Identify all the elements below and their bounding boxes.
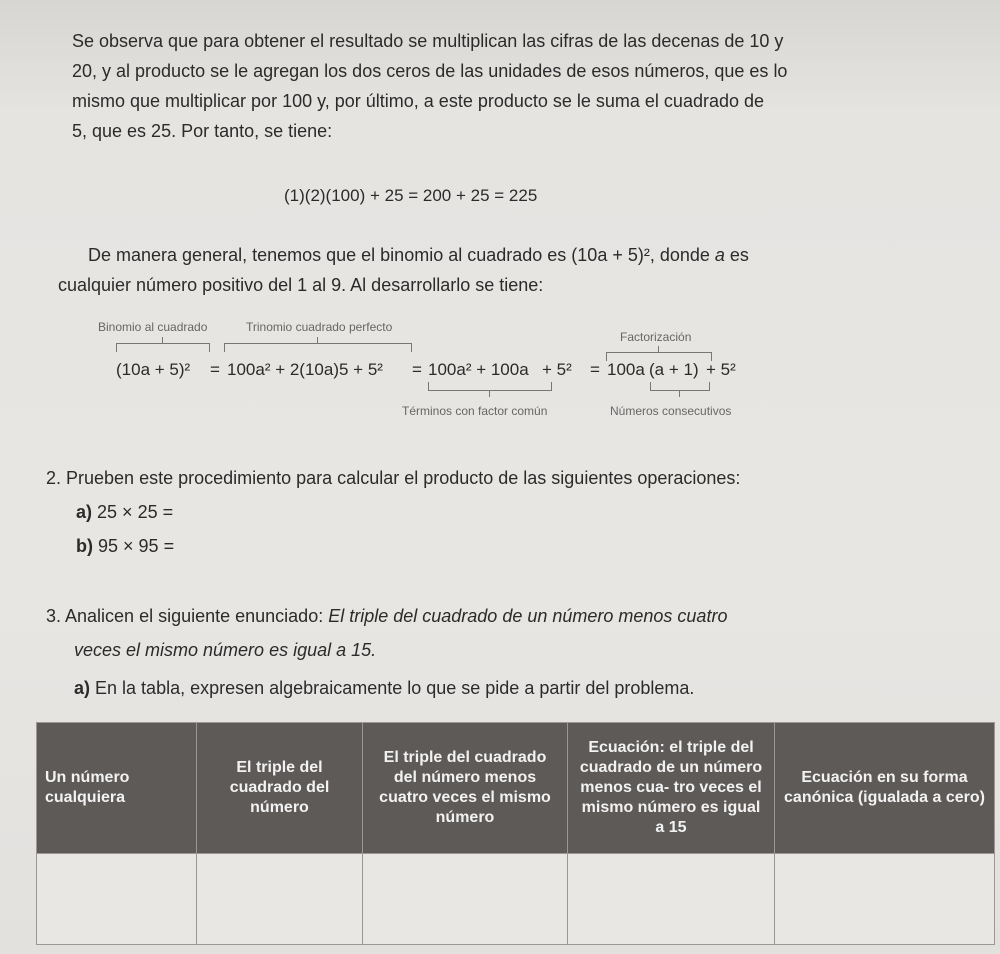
label-numeros: Números consecutivos [610, 404, 732, 418]
brace-tick [489, 391, 490, 397]
diagram-part-4b: (a + 1) [649, 360, 699, 379]
diagram-equals: = [412, 360, 422, 379]
answer-cell[interactable] [775, 854, 995, 945]
diagram-equals: = [210, 360, 220, 379]
label-terminos: Términos con factor común [402, 404, 548, 418]
diagram-part-1: (10a + 5)² [116, 360, 191, 379]
item-label: b) [76, 536, 93, 556]
expression: 95 × 95 = [98, 536, 175, 556]
variable-a: a [714, 245, 725, 265]
header-ecuacion: Ecuación: el triple del cuadrado de un número menos cua- tro veces el mismo número es igual a 15 [568, 723, 775, 854]
question-3-text: 3. Analicen el siguiente enunciado: [46, 606, 329, 626]
general-text-a: De manera general, tenemos que el binomio al cuadrado es [88, 245, 572, 265]
diagram-equals: = [590, 360, 600, 379]
general-text-c: es [724, 245, 749, 265]
general-line-1 [70, 240, 830, 270]
answer-cell[interactable] [568, 854, 775, 945]
diagram-part-4c: + 5² [706, 360, 736, 379]
brace-binomio [116, 343, 210, 352]
label-binomio: Binomio al cuadrado [98, 320, 208, 334]
binomial-expression: (10a + 5)² [571, 245, 650, 265]
answer-table [36, 722, 995, 945]
diagram-part-2: 100a² + 2(10a)5 + 5² [227, 360, 383, 379]
answer-cell[interactable] [37, 854, 197, 945]
intro-line: 5, que es 25. Por tanto, se tiene: [72, 121, 333, 141]
brace-terminos [428, 382, 552, 391]
question-3-statement-line-2: veces el mismo número es igual a 15. [74, 640, 377, 660]
equation-example: (1)(2)(100) + 25 = 200 + 25 = 225 [284, 186, 538, 205]
header-numero: Un número cualquiera [37, 723, 197, 854]
question-2: 2. Prueben este procedimiento para calcular el producto de las siguientes operaciones: [46, 468, 741, 488]
question-3a-text: En la tabla, expresen algebraicamente lo que se pide a partir del problema. [95, 678, 695, 698]
brace-tick [162, 337, 163, 343]
table-header-row [37, 723, 995, 854]
diagram-part-3: 100a² + 100a [428, 360, 529, 379]
expression: 25 × 25 = [97, 502, 174, 522]
diagram-part-3b: + 5² [542, 360, 572, 379]
answer-cell[interactable] [197, 854, 363, 945]
general-paragraph [58, 240, 830, 300]
intro-line: Se observa que para obtener el resultado se multiplican las cifras de las decenas de 10 y [72, 31, 784, 51]
answer-cell[interactable] [363, 854, 568, 945]
header-forma-canonica: Ecuación en su forma canónica (igualada a cero) [775, 723, 995, 854]
header-triple-cuadrado: El triple del cuadrado del número [197, 723, 363, 854]
general-line-2: cualquier número positivo del 1 al 9. Al desarrollarlo se tiene: [58, 275, 544, 295]
brace-tick [679, 391, 680, 397]
header-triple-menos: El triple del cuadrado del número menos cuatro veces el mismo número [363, 723, 568, 854]
question-3a [74, 678, 694, 699]
brace-tick [658, 346, 659, 352]
item-label: a) [76, 502, 93, 522]
general-text-b: , donde [649, 245, 715, 265]
table-row [37, 854, 995, 945]
intro-line: 20, y al producto se le agregan los dos ceros de las unidades de esos números, que es lo [72, 61, 788, 81]
brace-tick [317, 337, 318, 343]
item-label: a) [74, 678, 91, 698]
brace-trinomio [224, 343, 412, 352]
diagram-part-4a: 100a [607, 360, 645, 379]
label-factorizacion: Factorización [620, 330, 692, 344]
label-trinomio: Trinomio cuadrado perfecto [246, 320, 393, 334]
question-2b [76, 536, 174, 557]
question-3-statement: El triple del cuadrado de un número menos cuatro [328, 606, 728, 626]
intro-paragraph [72, 26, 812, 146]
question-2a [76, 502, 173, 523]
brace-numeros [650, 382, 710, 391]
question-3 [46, 606, 727, 627]
intro-line: mismo que multiplicar por 100 y, por último, a este producto se le suma el cuadrado de [72, 91, 765, 111]
